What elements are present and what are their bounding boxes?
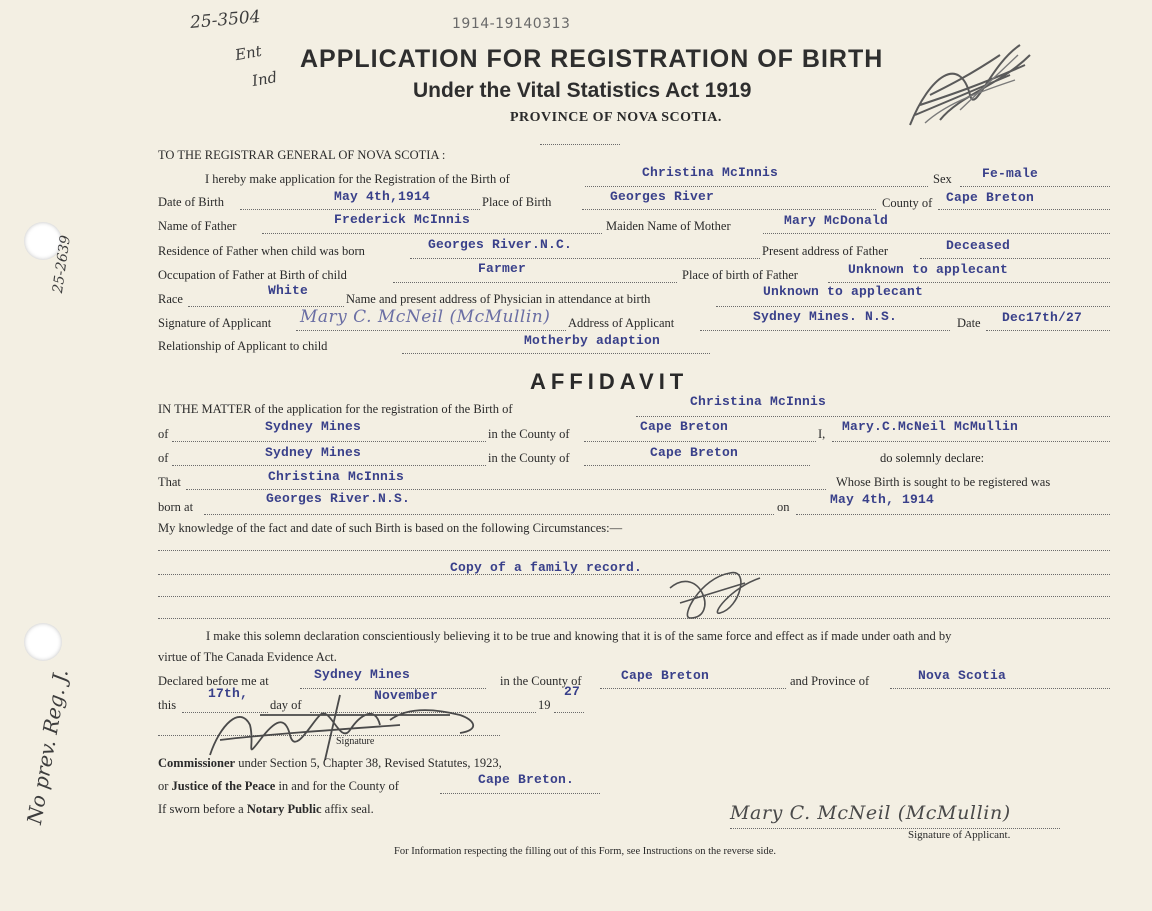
notary-pre: If sworn before a	[158, 802, 247, 816]
knowledge-label: My knowledge of the fact and date of such Birth is based on the following Circumstances:—	[158, 521, 623, 535]
whose-label: Whose Birth is sought to be registered was	[836, 475, 1051, 489]
registration-number: 1914-19140313	[452, 16, 571, 32]
justice-county-value: Cape Breton.	[478, 772, 575, 787]
mother-label: Maiden Name of Mother	[606, 219, 731, 233]
matter-child-value: Christina McInnis	[690, 394, 827, 409]
county-line-1	[584, 441, 816, 442]
county-value-1: Cape Breton	[640, 419, 729, 434]
race-value: White	[268, 283, 309, 298]
of-label-2: of	[158, 451, 169, 465]
declare-label: do solemnly declare:	[880, 451, 985, 465]
commissioner-word: Commissioner	[158, 756, 236, 770]
residence-value: Georges River.N.C.	[428, 237, 573, 252]
date-value: Dec17th/27	[1002, 310, 1083, 325]
born-at-value: Georges River.N.S.	[266, 491, 411, 506]
declaration-line-2: virtue of The Canada Evidence Act.	[158, 650, 337, 664]
initials-scribble-center	[660, 558, 770, 628]
county-label: County of	[882, 196, 933, 210]
this-label: this	[158, 698, 177, 712]
i-label: I,	[818, 427, 826, 441]
declaration-line-1: I make this solemn declaration conscientiously believing it to be true and knowing that it is of the same force and effect as if made under oath and by	[206, 629, 952, 643]
addressee-line: TO THE REGISTRAR GENERAL OF NOVA SCOTIA :	[158, 148, 446, 162]
physician-label: Name and present address of Physician in attendance at birth	[346, 292, 651, 306]
occupation-line	[393, 282, 677, 283]
of-label-1: of	[158, 427, 169, 441]
born-at-line	[204, 514, 774, 515]
year-line	[554, 712, 584, 713]
intro-label: I hereby make application for the Registration of the Birth of	[205, 172, 510, 186]
handwritten-ent: Ent	[233, 41, 264, 65]
handwritten-file-number: 25-3504	[189, 6, 262, 34]
matter-line	[636, 416, 1110, 417]
relationship-label: Relationship of Applicant to child	[158, 339, 328, 353]
applicant-signature-bottom-label: Signature of Applicant.	[908, 829, 1011, 841]
notary-line	[158, 802, 374, 817]
handwritten-side-note: No prev. Reg. J.	[22, 667, 73, 827]
county-value-3: Cape Breton	[621, 668, 710, 683]
commissioner-line	[158, 756, 502, 771]
applicant-signature-line	[296, 330, 566, 331]
footer-note: For Information respecting the filling out of this Form, see Instructions on the reverse side.	[394, 846, 777, 857]
date-line	[986, 330, 1110, 331]
applicant-address-label: Address of Applicant	[568, 316, 675, 330]
race-label: Race	[158, 292, 183, 306]
born-at-label: born at	[158, 500, 194, 514]
affidavit-title: AFFIDAVIT	[530, 369, 689, 394]
dob-label: Date of Birth	[158, 195, 224, 209]
justice-county-line	[440, 793, 600, 794]
of-line-2	[172, 465, 486, 466]
month-value: November	[374, 688, 439, 703]
in-county-label-1: in the County of	[488, 427, 570, 441]
sex-line	[960, 186, 1110, 187]
circumstance-line-3	[158, 596, 1110, 597]
born-on-label: on	[777, 500, 790, 514]
form-title: APPLICATION FOR REGISTRATION OF BIRTH	[300, 45, 884, 73]
date-label: Date	[957, 316, 981, 330]
sex-value: Fe-male	[982, 166, 1039, 181]
father-value: Frederick McInnis	[334, 212, 471, 227]
notary-rest: affix seal.	[321, 802, 374, 816]
father-pob-value: Unknown to applecant	[848, 262, 1009, 277]
mother-value: Mary McDonald	[784, 213, 889, 228]
circumstance-value: Copy of a family record.	[450, 560, 643, 575]
matter-label: IN THE MATTER of the application for the registration of the Birth of	[158, 402, 513, 416]
county-line-2	[584, 465, 810, 466]
present-address-label: Present address of Father	[762, 244, 889, 258]
born-on-value: May 4th, 1914	[830, 492, 935, 507]
circumstance-line-1	[158, 550, 1110, 551]
of-line-1	[172, 441, 486, 442]
father-pob-label: Place of birth of Father	[682, 268, 798, 282]
relationship-line	[402, 353, 710, 354]
sex-label: Sex	[933, 172, 952, 186]
county-line-3	[600, 688, 786, 689]
county-value-2: Cape Breton	[650, 445, 739, 460]
justice-rest: in and for the County of	[275, 779, 399, 793]
header-rule	[540, 144, 620, 145]
county-value: Cape Breton	[946, 190, 1035, 205]
initials-scribble	[900, 35, 1040, 135]
justice-line	[158, 779, 399, 794]
present-address-value: Deceased	[946, 238, 1011, 253]
that-name-value: Christina McInnis	[268, 469, 405, 484]
province-label: and Province of	[790, 674, 870, 688]
signature-label: Signature	[336, 736, 375, 747]
in-county-label-2: in the County of	[488, 451, 570, 465]
declarant-line	[832, 441, 1110, 442]
child-name-value: Christina McInnis	[642, 165, 779, 180]
applicant-signature-bottom: Mary C. McNeil (McMullin)	[730, 802, 1011, 824]
physician-line	[716, 306, 1110, 307]
declared-label: Declared before me at	[158, 674, 269, 688]
handwritten-ind: Ind	[250, 67, 279, 91]
child-name-line	[585, 186, 928, 187]
form-province: PROVINCE OF NOVA SCOTIA.	[510, 110, 722, 125]
year-value: 27	[564, 684, 581, 699]
that-line	[186, 489, 826, 490]
born-on-line	[796, 514, 1110, 515]
applicant-address-line	[700, 330, 950, 331]
in-county-label-3: in the County of	[500, 674, 582, 688]
occupation-label: Occupation of Father at Birth of child	[158, 268, 347, 282]
physician-value: Unknown to applecant	[763, 284, 924, 299]
occupation-value: Farmer	[478, 261, 527, 276]
of-value-1: Sydney Mines	[265, 419, 362, 434]
present-address-line	[920, 258, 1110, 259]
province-value: Nova Scotia	[918, 668, 1007, 683]
day-of-label: day of	[270, 698, 302, 712]
declarant-value: Mary.C.McNeil McMullin	[842, 419, 1019, 434]
day-value: 17th,	[208, 686, 249, 701]
residence-label: Residence of Father when child was born	[158, 244, 365, 258]
province-line	[890, 688, 1110, 689]
applicant-signature-label: Signature of Applicant	[158, 316, 272, 330]
pob-label: Place of Birth	[482, 195, 552, 209]
punch-hole-bottom	[24, 623, 62, 661]
declared-at-value: Sydney Mines	[314, 667, 411, 682]
commissioner-signature	[200, 685, 500, 765]
father-label: Name of Father	[158, 219, 237, 233]
applicant-signature-bottom-line	[730, 828, 1060, 829]
father-pob-line	[828, 282, 1110, 283]
commissioner-rest: under Section 5, Chapter 38, Revised Statutes, 1923,	[235, 756, 502, 770]
that-label: That	[158, 475, 181, 489]
of-value-2: Sydney Mines	[265, 445, 362, 460]
pob-line	[582, 209, 876, 210]
dob-line	[240, 209, 480, 210]
justice-word: Justice of the Peace	[171, 779, 276, 793]
applicant-signature-handwritten: Mary C. McNeil (McMullin)	[300, 307, 551, 327]
residence-line	[410, 258, 760, 259]
father-line	[262, 233, 602, 234]
relationship-value: Motherby adaption	[524, 333, 661, 348]
handwritten-side-number: 25-2639	[50, 234, 74, 295]
pob-value: Georges River	[610, 189, 715, 204]
dob-value: May 4th,1914	[334, 189, 431, 204]
form-subtitle: Under the Vital Statistics Act 1919	[413, 79, 752, 102]
justice-pre: or	[158, 779, 172, 793]
mother-line	[763, 233, 1110, 234]
county-line	[938, 209, 1110, 210]
notary-word: Notary Public	[246, 802, 322, 816]
year-prefix: 19	[538, 698, 551, 712]
circumstance-line-4	[158, 618, 1110, 619]
applicant-address-value: Sydney Mines. N.S.	[753, 309, 898, 324]
